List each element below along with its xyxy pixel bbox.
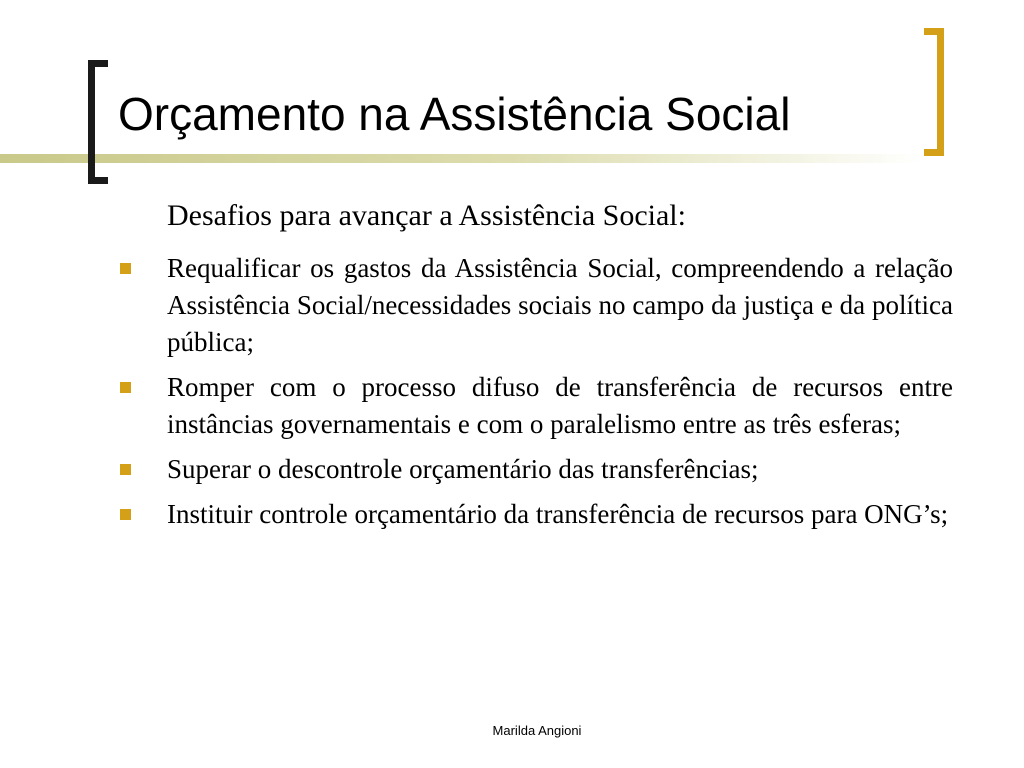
bullet-item bbox=[117, 250, 953, 361]
bullet-text: Romper com o processo difuso de transferência de recursos entre instâncias governamentais e com o paralelismo entre as três esferas; bbox=[167, 372, 953, 439]
slide-title: Orçamento na Assistência Social bbox=[118, 88, 791, 140]
title-underline bbox=[0, 154, 924, 163]
bullet-item bbox=[117, 369, 953, 443]
square-bullet-icon bbox=[120, 263, 131, 274]
bullet-text: Instituir controle orçamentário da transferência de recursos para ONG’s; bbox=[167, 499, 949, 529]
bullet-list bbox=[117, 250, 953, 541]
left-bracket-decoration bbox=[88, 60, 108, 184]
bullet-text: Requalificar os gastos da Assistência Social, compreendendo a relação Assistência Social/necessidades sociais no campo da justiça e da política pública; bbox=[167, 253, 953, 357]
square-bullet-icon bbox=[120, 509, 131, 520]
bullet-item bbox=[117, 451, 953, 488]
intro-text: Desafios para avançar a Assistência Social: bbox=[167, 199, 686, 232]
footer-author: Marilda Angioni bbox=[492, 723, 582, 738]
bullet-item bbox=[117, 496, 953, 533]
right-bracket-decoration bbox=[924, 28, 944, 156]
bullet-text: Superar o descontrole orçamentário das transferências; bbox=[167, 454, 759, 484]
square-bullet-icon bbox=[120, 382, 131, 393]
square-bullet-icon bbox=[120, 464, 131, 475]
